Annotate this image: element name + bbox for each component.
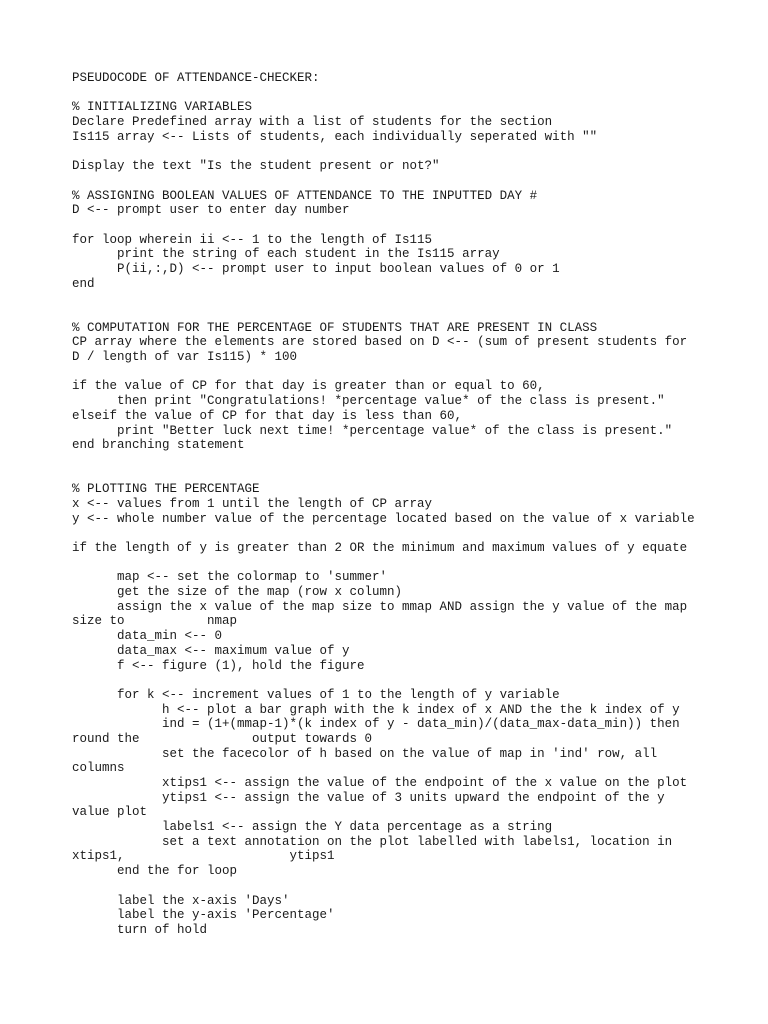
document-line: set the facecolor of h based on the value of map in 'ind' row, all [72,746,658,761]
document-line: % PLOTTING THE PERCENTAGE [72,482,260,497]
document-line: for loop wherein ii <-- 1 to the length of Is115 [72,232,433,247]
document-line: label the x-axis 'Days' [72,893,290,908]
document-line: x <-- values from 1 until the length of CP array [72,496,433,511]
document-line: Declare Predefined array with a list of students for the section [72,115,553,130]
document-line: round the output towards 0 [72,731,373,746]
pseudocode-document [72,71,752,938]
document-line [72,468,752,483]
document-line: elseif the value of CP for that day is less than 60, [72,408,463,423]
document-line [72,174,752,189]
document-line: size to nmap [72,614,238,629]
document-line: D <-- prompt user to enter day number [72,203,350,218]
document-line [72,306,752,321]
document-line: xtips1 <-- assign the value of the endpoint of the x value on the plot [72,776,688,790]
document-line [72,879,752,894]
document-line: print "Better luck next time! *percentage value* of the class is present." [72,423,673,438]
document-line: for k <-- increment values of 1 to the length of y variable [72,687,560,702]
document-line: then print "Congratulations! *percentage value* of the class is present." [72,394,665,409]
document-line: CP array where the elements are stored based on D <-- (sum of present students for [72,335,688,350]
document-line: print the string of each student in the Is115 array [72,247,500,262]
document-line: y <-- whole number value of the percentage located based on the value of x variable [72,511,695,526]
document-line: % INITIALIZING VARIABLES [72,100,253,115]
document-line [72,218,752,233]
document-line: if the length of y is greater than 2 OR the minimum and maximum values of y equate [72,541,688,555]
document-line: end [72,276,95,291]
document-line [72,365,752,380]
document-line: set a text annotation on the plot labelled with labels1, location in [72,834,673,849]
document-line: PSEUDOCODE OF ATTENDANCE-CHECKER: [72,71,320,85]
document-line [72,144,752,159]
document-line: Is115 array <-- Lists of students, each individually seperated with "" [72,129,598,144]
document-line: assign the x value of the map size to mmap AND assign the y value of the map [72,599,688,614]
document-line: value plot [72,805,148,820]
document-line: label the y-axis 'Percentage' [72,908,335,923]
document-line: data_min <-- 0 [72,629,223,644]
document-line [72,673,752,688]
document-line: if the value of CP for that day is greater than or equal to 60, [72,379,545,394]
document-line: Display the text "Is the student present or not?" [72,159,440,174]
document-line: P(ii,:,D) <-- prompt user to input boolean values of 0 or 1 [72,261,560,276]
document-line: h <-- plot a bar graph with the k index of x AND the the k index of y [72,702,680,717]
document-line: % ASSIGNING BOOLEAN VALUES OF ATTENDANCE TO THE INPUTTED DAY # [72,188,538,203]
document-line: ytips1 <-- assign the value of 3 units upward the endpoint of the y [72,790,665,805]
document-line [72,453,752,468]
document-line [72,291,752,306]
document-line: end the for loop [72,864,238,879]
document-line: turn of hold [72,922,208,937]
document-line: labels1 <-- assign the Y data percentage as a string [72,820,553,835]
document-line: D / length of var Is115) * 100 [72,350,298,365]
document-line: ind = (1+(mmap-1)*(k index of y - data_min)/(data_max-data_min)) then [72,717,680,732]
document-line: columns [72,761,125,776]
document-line: end branching statement [72,438,245,453]
document-line [72,526,752,541]
document-line: xtips1, ytips1 [72,849,335,864]
document-line [72,556,752,571]
document-line [72,86,752,101]
document-line: get the size of the map (row x column) [72,585,403,600]
document-line: data_max <-- maximum value of y [72,643,350,658]
document-line: % COMPUTATION FOR THE PERCENTAGE OF STUDENTS THAT ARE PRESENT IN CLASS [72,320,598,335]
document-line: f <-- figure (1), hold the figure [72,658,365,673]
document-line: map <-- set the colormap to 'summer' [72,570,388,585]
